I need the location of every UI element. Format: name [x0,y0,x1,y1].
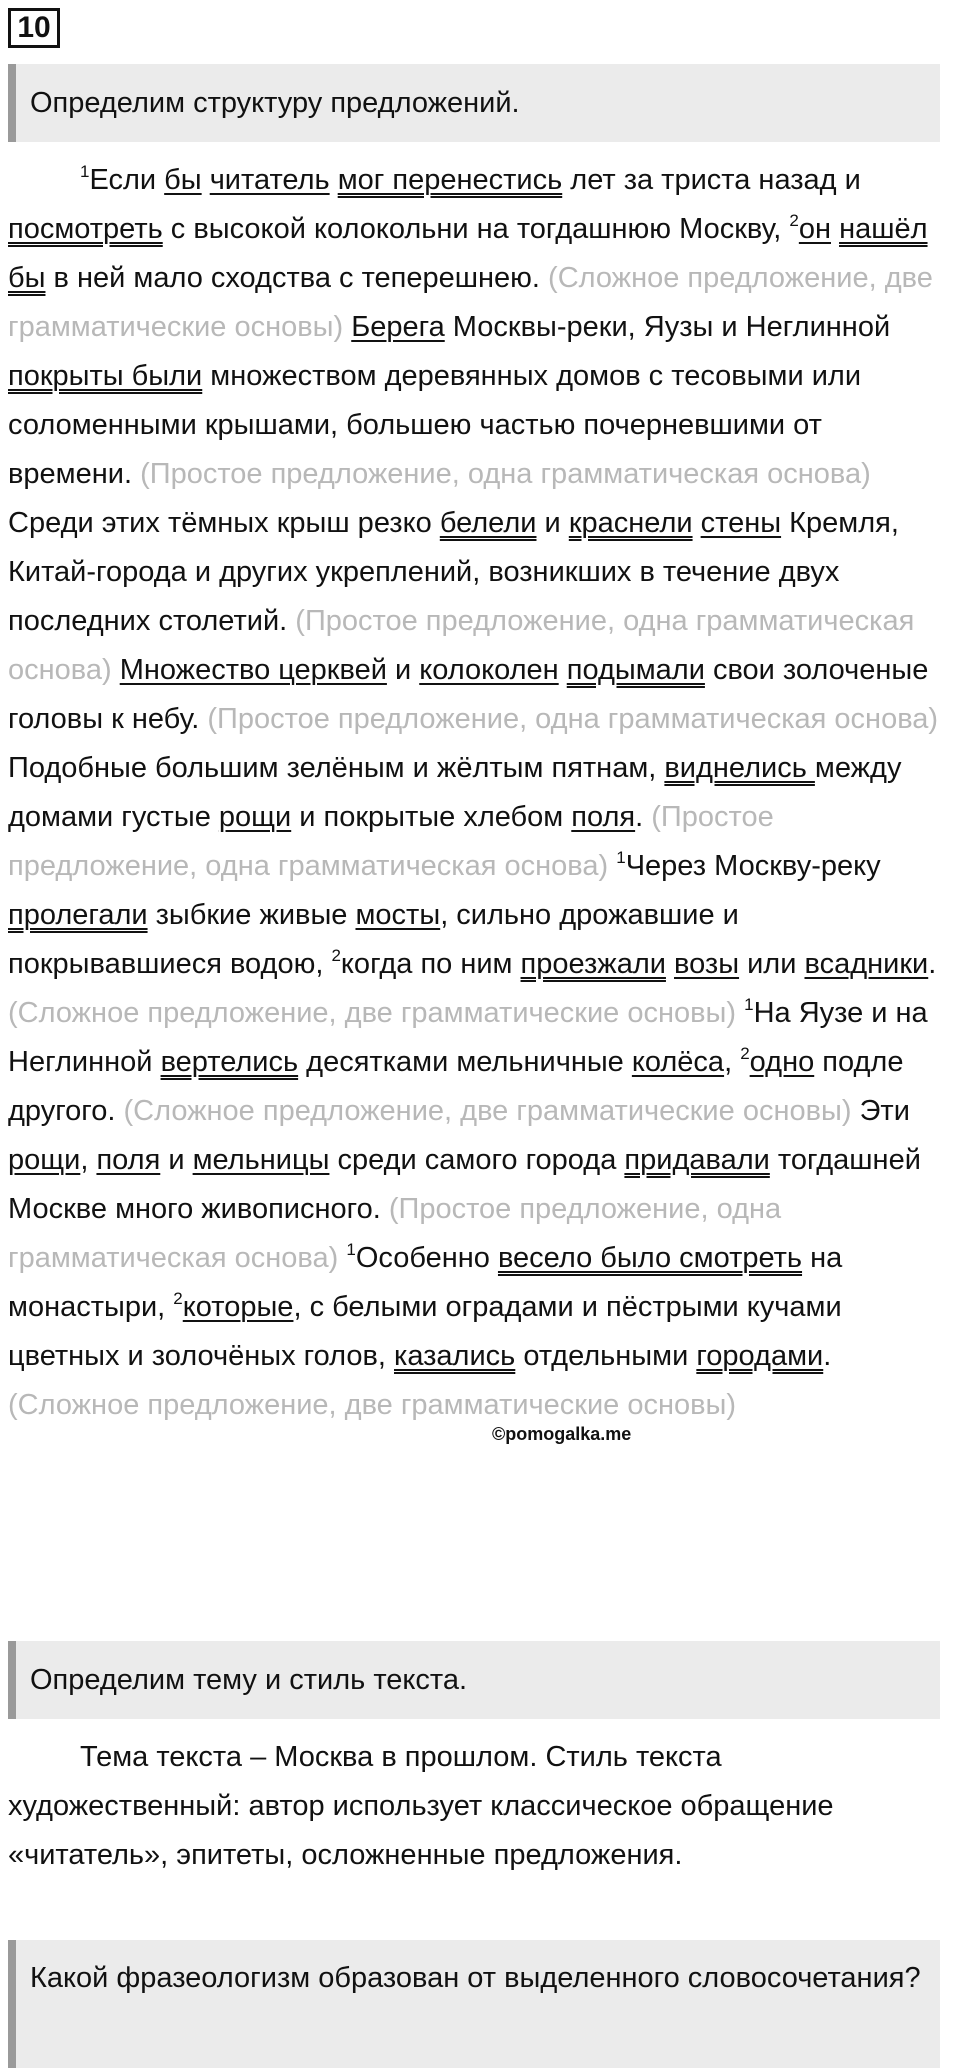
text-run: . [635,801,652,833]
structure-note: (Сложное предложение, две грамматические основы) [8,262,933,343]
predicate-word: подымали [566,654,705,686]
clause-number: 1 [744,995,754,1014]
text-run: Кремля, Китай-города и других укреплений, возникших в течение двух последних столетий. [8,507,899,637]
clause-number: 2 [789,211,799,230]
section-structure-title: Определим структуру предложений. [30,87,520,119]
text-run: Если [89,164,165,196]
theme-text: Тема текста – Москва в прошлом. Стиль текста художественный: автор использует классическое обращение «читатель», эпитеты, осложненные предложения. [8,1741,834,1871]
subject-word: читатель [209,164,330,196]
text-run [330,164,338,196]
text-run: свои золоченые головы к небу. [8,654,929,735]
text-run: Москвы-реки, Яузы и Неглинной [444,311,891,343]
text-run: когда по ним [340,948,521,980]
text-run: . [928,948,937,980]
subject-word: колоколен [419,654,559,686]
section-theme-title: Определим тему и стиль текста. [30,1664,468,1696]
text-run: множеством деревянных домов с тесовыми или соломенными крышами, большею частью почерневшими от времени. [8,360,862,490]
structure-note: (Простое предложение, одна грамматическая основа) [8,605,915,686]
structure-note: (Простое предложение, одна грамматическая основа) [207,703,939,735]
theme-paragraph [8,1733,952,1880]
text-run: с высокой колокольни на тогдашнюю Москву, [162,213,790,245]
structure-note: (Сложное предложение, две грамматические основы) [8,1389,737,1421]
text-run: . [823,1340,832,1372]
subject-word: Берега [351,311,445,343]
section-theme-header [8,1641,940,1719]
watermark: ©pomogalka.me [492,1424,632,1444]
text-run: и покрытые хлебом [291,801,572,833]
text-run: , [80,1144,97,1176]
text-run: Подобные большим зелёным и жёлтым пятнам, [8,752,665,784]
subject-word: Множество церквей [119,654,387,686]
text-run [202,164,210,196]
text-run: и [160,1144,193,1176]
subject-word: колёса [631,1046,725,1078]
predicate-word: придавали [624,1144,770,1176]
text-run [736,997,744,1029]
clause-number: 1 [616,848,626,867]
subject-word: стены [700,507,782,539]
predicate-word: посмотреть [8,213,163,245]
text-run: На Яузе и на Неглинной [8,997,928,1078]
clause-number: 1 [80,162,90,181]
structure-note: (Простое предложение, одна грамматическая основа) [140,458,871,490]
task-number: 10 [8,8,60,48]
text-run: или [739,948,805,980]
subject-word: мельницы [192,1144,330,1176]
subject-word: которые [182,1291,294,1323]
predicate-word: городами [696,1340,824,1372]
predicate-word: нашёл бы [8,213,928,294]
subject-word: бы [164,164,202,196]
predicate-word: белели [439,507,537,539]
subject-word: поля [571,801,636,833]
text-run: отдельными [515,1340,697,1372]
predicate-word: мог перенестись [337,164,563,196]
text-run [831,213,839,245]
analyzed-text [8,156,952,1430]
text-run: в ней мало сходства с теперешнею. [45,262,549,294]
text-run: на монастыри, [8,1242,843,1323]
text-run [666,948,674,980]
text-run: подле другого. [8,1046,904,1127]
text-run [559,654,567,686]
text-run: Через Москву-реку [625,850,881,882]
subject-word: всадники [804,948,929,980]
text-run: , [724,1046,741,1078]
clause-number: 2 [173,1289,183,1308]
text-run: зыбкие живые [147,899,356,931]
predicate-word: пролегали [8,899,148,931]
subject-word: он [798,213,831,245]
structure-note: (Сложное предложение, две грамматические основы) [123,1095,852,1127]
subject-word: возы [674,948,740,980]
predicate-word: весело было смотреть [497,1242,803,1274]
section-question-title: Какой фразеологизм образован от выделенного словосочетания? [30,1962,921,1994]
text-run: и [536,507,569,539]
subject-word: рощи [218,801,292,833]
analyzed-text-content [8,164,938,1421]
subject-word: поля [96,1144,161,1176]
text-run [693,507,701,539]
structure-note: (Простое предложение, одна грамматическая основа) [8,1193,782,1274]
text-run: между домами густые [8,752,902,833]
subject-word: мосты [355,899,441,931]
text-run: , с белыми оградами и пёстрыми кучами цветных и золочёных голов, [8,1291,842,1372]
text-run: Эти [851,1095,910,1127]
section-structure-header [8,64,940,142]
clause-number: 2 [740,1044,750,1063]
predicate-word: вертелись [160,1046,299,1078]
text-run: , сильно дрожавшие и покрывавшиеся водою, [8,899,739,980]
text-run: Среди этих тёмных крыш резко [8,507,440,539]
section-question-header [8,1940,940,2068]
predicate-word: казались [394,1340,516,1372]
predicate-word: проезжали [520,948,666,980]
structure-note: (Простое предложение, одна грамматическая основа) [8,801,774,882]
text-run: среди самого города [329,1144,625,1176]
text-run: тогдашней Москве много живописного. [8,1144,921,1225]
text-run [112,654,120,686]
clause-number: 2 [331,946,341,965]
subject-word: рощи [8,1144,81,1176]
text-run: лет за триста назад и [562,164,861,196]
predicate-word: виднелись [664,752,815,784]
subject-word: одно [749,1046,815,1078]
text-run: Особенно [355,1242,498,1274]
text-run: и [386,654,420,686]
predicate-word: покрыты были [8,360,203,392]
predicate-word: краснели [568,507,693,539]
text-run: десятками мельничные [298,1046,632,1078]
structure-note: (Сложное предложение, две грамматические основы) [8,997,737,1029]
clause-number: 1 [346,1240,356,1259]
